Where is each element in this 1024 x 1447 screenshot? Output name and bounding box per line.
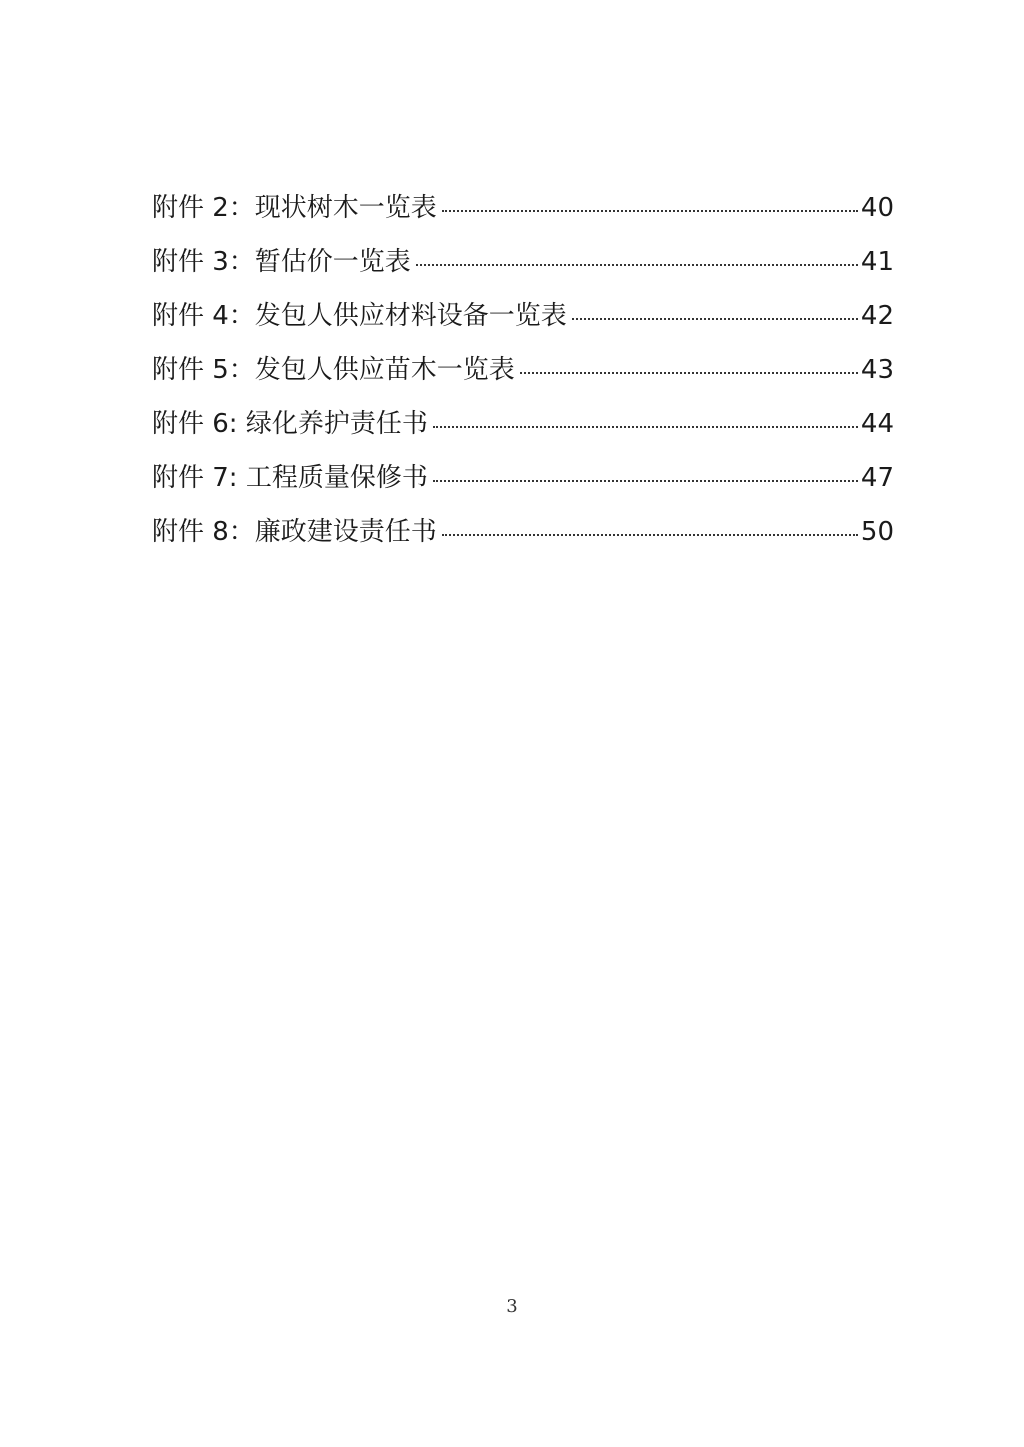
toc-dot-leader — [442, 210, 858, 212]
toc-entry-attachment-7[interactable] — [152, 456, 894, 510]
toc-dot-leader — [433, 480, 858, 482]
toc-entry-title: 附件 4：发包人供应材料设备一览表 — [152, 301, 567, 331]
toc-entry-title: 附件 2：现状树木一览表 — [152, 193, 437, 223]
toc-dot-leader — [572, 318, 858, 320]
toc-dot-leader — [520, 372, 858, 374]
toc-entry-page: 43 — [860, 355, 894, 385]
toc-dot-leader — [442, 534, 858, 536]
toc-entry-title: 附件 8：廉政建设责任书 — [152, 517, 437, 547]
toc-entry-page: 42 — [860, 301, 894, 331]
page-number: 3 — [506, 1296, 518, 1317]
toc-entry-attachment-5[interactable] — [152, 348, 894, 402]
toc-entry-attachment-6[interactable] — [152, 402, 894, 456]
toc-entry-page: 40 — [860, 193, 894, 223]
toc-dot-leader — [433, 426, 858, 428]
toc-entry-page: 41 — [860, 247, 894, 277]
toc-entry-attachment-8[interactable] — [152, 510, 894, 564]
toc-entry-title: 附件 7: 工程质量保修书 — [152, 463, 428, 493]
toc-entry-page: 47 — [860, 463, 894, 493]
toc-entry-title: 附件 5：发包人供应苗木一览表 — [152, 355, 515, 385]
toc-entry-page: 44 — [860, 409, 894, 439]
toc-entry-title: 附件 6: 绿化养护责任书 — [152, 409, 428, 439]
toc-entry-attachment-4[interactable] — [152, 294, 894, 348]
toc-entry-page: 50 — [860, 517, 894, 547]
toc-entry-title: 附件 3：暂估价一览表 — [152, 247, 411, 277]
toc-entry-attachment-2[interactable] — [152, 186, 894, 240]
toc-dot-leader — [416, 264, 858, 266]
toc-entry-attachment-3[interactable] — [152, 240, 894, 294]
table-of-contents — [152, 186, 894, 564]
